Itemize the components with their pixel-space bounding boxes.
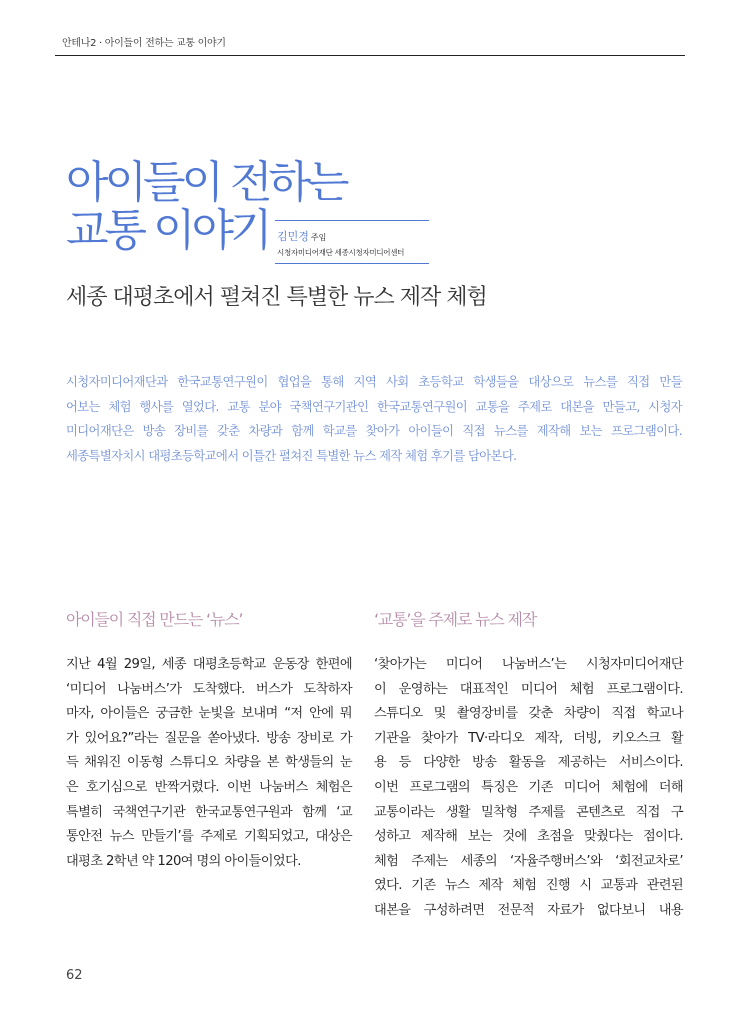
intro-line: 시청자미디어재단과 한국교통연구원이 협업을 통해 지역 사회 초등학교 학생들을 대상으로 뉴스를 직접 만들 bbox=[66, 375, 682, 389]
body-line: 였다. 기존 뉴스 제작 체험 진행 시 교통과 관련된 bbox=[374, 878, 683, 894]
intro-line: 세종특별자치시 대평초등학교에서 이틀간 펼쳐진 특별한 뉴스 제작 체험 후기를 담아본다. bbox=[66, 448, 517, 463]
body-line: 지난 4월 29일, 세종 대평초등학교 운동장 한편에 bbox=[66, 657, 352, 672]
body-line: ‘찾아가는 미디어 나눔버스’는 시청자미디어재단 bbox=[374, 657, 683, 672]
body-line: 은 호기심으로 반짝거렸다. 이번 나눔버스 체험은 bbox=[66, 779, 352, 795]
author-organization: 시청자미디어재단 세종시청자미디어센터 bbox=[277, 248, 405, 257]
section-heading-right: ‘교통’을 주제로 뉴스 제작 bbox=[374, 610, 536, 629]
intro-line: 어보는 체험 행사를 열었다. 교통 분야 국책연구기관인 한국교통연구원이 교통을 주제로 대본을 만들고, 시청자 bbox=[66, 399, 682, 414]
body-line: 용 등 다양한 방송 활동을 제공하는 서비스이다. bbox=[374, 755, 683, 771]
body-line: 대본을 구성하려면 전문적 자료가 없다보니 내용 bbox=[374, 902, 683, 918]
body-line: 기관을 찾아가 TV·라디오 제작, 더빙, 키오스크 활 bbox=[374, 730, 683, 746]
running-header: 안테나2 · 아이들이 전하는 교통 이야기 bbox=[62, 38, 226, 49]
intro-line: 미디어재단은 방송 장비를 갖춘 차량과 함께 학교를 찾아가 아이들이 직접 뉴스를 제작해 보는 프로그램이다. bbox=[66, 424, 682, 438]
body-line: 가 있어요?”라는 질문을 쏟아냈다. 방송 장비로 가 bbox=[66, 730, 352, 746]
body-line: 교통이라는 생활 밀착형 주제를 콘텐츠로 직접 구 bbox=[374, 804, 683, 820]
body-line: 체험 주제는 세종의 ‘자율주행버스’와 ‘회전교차로’ bbox=[374, 853, 683, 869]
body-line: ‘미디어 나눔버스’가 도착했다. 버스가 도착하자 bbox=[66, 681, 352, 697]
body-line: 특별히 국책연구기관 한국교통연구원과 함께 ‘교 bbox=[66, 804, 352, 820]
article-subtitle: 세종 대평초에서 펼쳐진 특별한 뉴스 제작 체험 bbox=[66, 285, 487, 310]
body-line: 스튜디오 및 촬영장비를 갖춘 차량이 직접 학교나 bbox=[374, 706, 683, 722]
article-title-line1: 아이들이 전하는 bbox=[66, 157, 346, 208]
body-line: 마자, 아이들은 궁금한 눈빛을 보내며 “저 안에 뭐 bbox=[66, 706, 352, 722]
page-number: 62 bbox=[66, 968, 83, 983]
body-line: 이번 프로그램의 특징은 기존 미디어 체험에 더해 bbox=[374, 779, 683, 795]
author-box bbox=[275, 220, 429, 264]
author-name: 김민경 bbox=[277, 230, 309, 243]
body-column-left bbox=[66, 653, 352, 874]
body-line: 통안전 뉴스 만들기’를 주제로 기획되었고, 대상은 bbox=[66, 829, 352, 845]
body-line: 대평초 2학년 약 120여 명의 아이들이었다. bbox=[66, 853, 301, 869]
body-line: 성하고 제작해 보는 것에 초점을 맞췄다는 점이다. bbox=[374, 829, 683, 845]
body-column-right bbox=[374, 653, 683, 924]
intro-paragraph bbox=[66, 370, 682, 468]
section-heading-left: 아이들이 직접 만드는 ‘뉴스’ bbox=[66, 610, 243, 629]
author-role: 주임 bbox=[310, 233, 327, 242]
body-line: 득 채워진 이동형 스튜디오 차량을 본 학생들의 눈 bbox=[66, 755, 352, 771]
article-title-line2: 교통 이야기 bbox=[66, 205, 269, 256]
body-line: 이 운영하는 대표적인 미디어 체험 프로그램이다. bbox=[374, 681, 683, 697]
header-divider bbox=[55, 55, 685, 56]
